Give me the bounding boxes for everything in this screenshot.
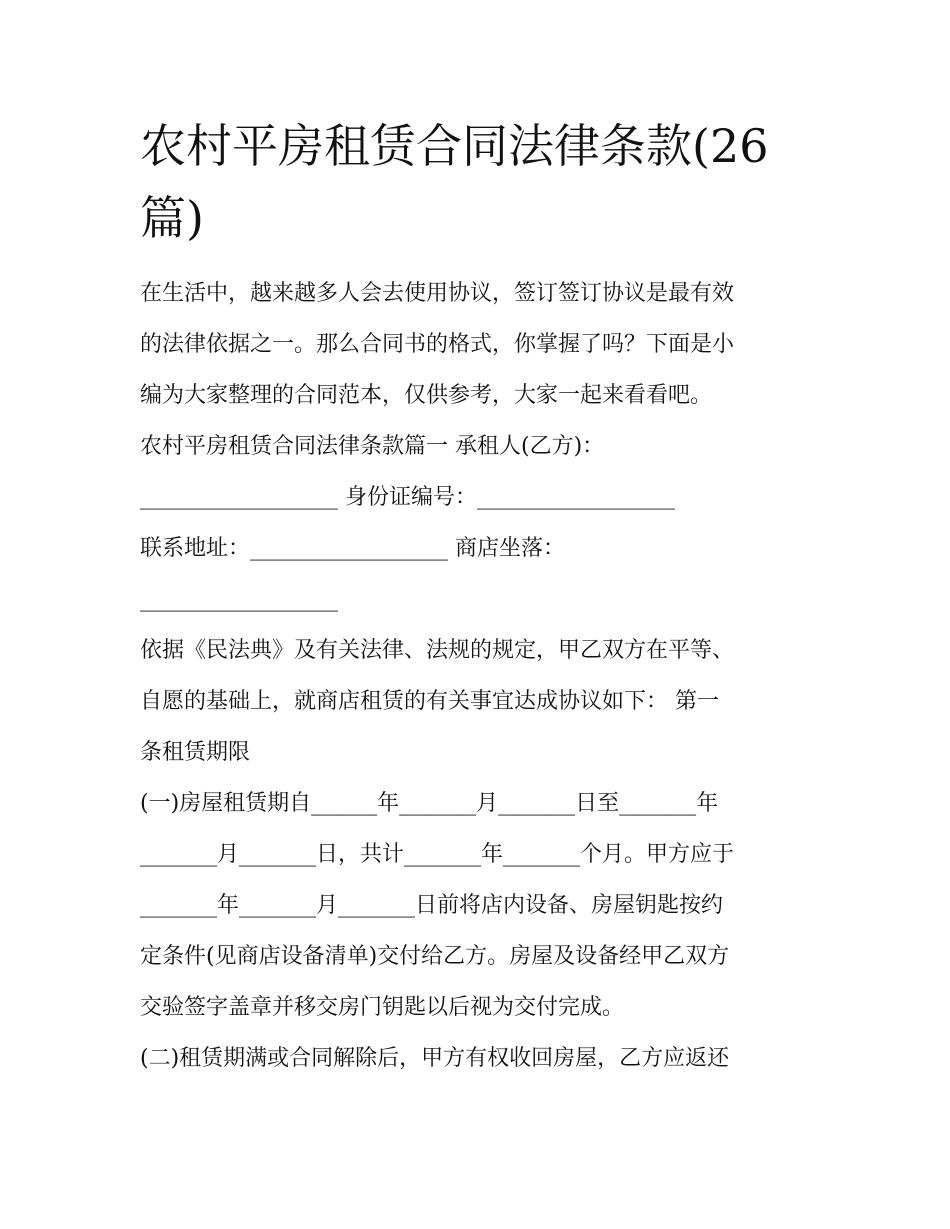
body-line: 在生活中，越来越多人会去使用协议，签订签订协议是最有效 xyxy=(140,281,735,306)
section-heading-line: 农村平房租赁合同法律条款篇一 承租人(乙方)： xyxy=(140,434,605,459)
title-line-1: 农村平房租赁合同法律条款(26 xyxy=(140,119,769,173)
address-blank-line: 联系地址：__________________ 商店坐落： xyxy=(140,536,565,561)
clause-line: 交验签字盖章并移交房门钥匙以后视为交付完成。 xyxy=(140,995,625,1020)
title-line-2: 篇) xyxy=(140,191,204,245)
clause-heading-line: 条租赁期限 xyxy=(140,740,251,765)
document-body xyxy=(140,268,812,1084)
clause-line: 定条件(见商店设备清单)交付给乙方。房屋及设备经甲乙双方 xyxy=(140,944,730,969)
document-page xyxy=(140,110,812,1084)
body-line: 编为大家整理的合同范本，仅供参考，大家一起来看看吧。 xyxy=(140,383,713,408)
id-number-blank-line: __________________ 身份证编号：__________________ xyxy=(140,485,675,510)
clause-line: (二)租赁期满或合同解除后，甲方有权收回房屋，乙方应返还 xyxy=(140,1046,730,1071)
document-title xyxy=(140,110,812,254)
clause-line: _______年_______月_______日前将店内设备、房屋钥匙按约 xyxy=(140,893,724,918)
body-line: 自愿的基础上，就商店租赁的有关事宜达成协议如下： 第一 xyxy=(140,689,719,714)
body-line: 的法律依据之一。那么合同书的格式，你掌握了吗？下面是小 xyxy=(140,332,735,357)
clause-line: (一)房屋租赁期自______年_______月_______日至_______年 xyxy=(140,791,719,816)
store-location-blank-line: __________________ xyxy=(140,587,338,612)
clause-line: _______月_______日，共计_______年_______个月。甲方应于 xyxy=(140,842,735,867)
body-line: 依据《民法典》及有关法律、法规的规定，甲乙双方在平等、 xyxy=(140,638,735,663)
